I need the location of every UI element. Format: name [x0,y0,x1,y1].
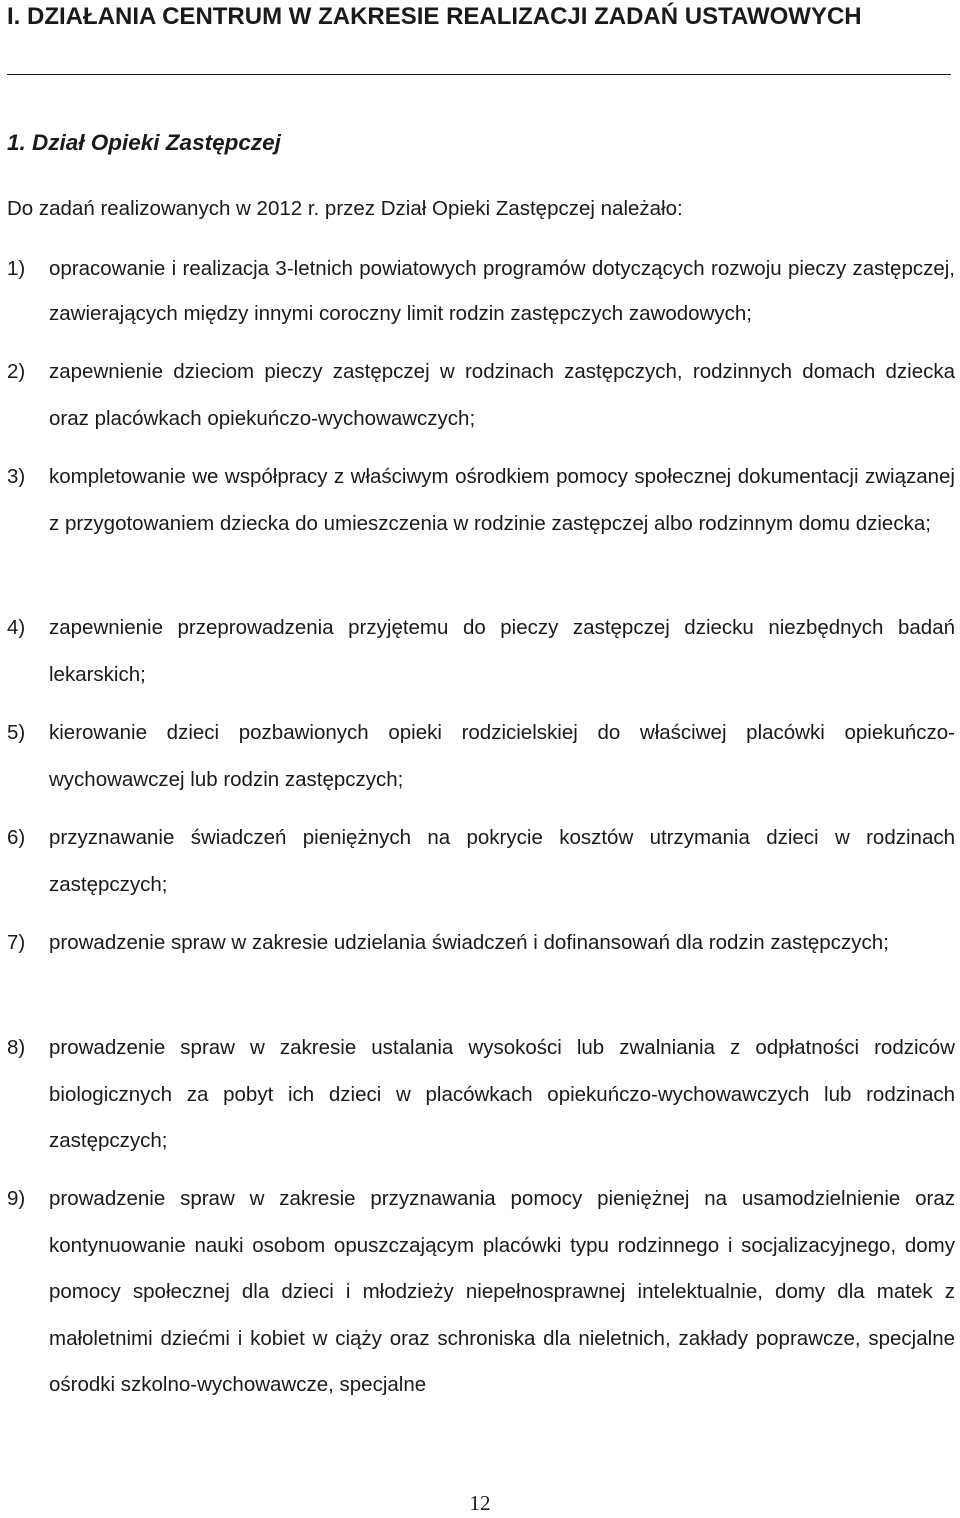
list-item-number: 7) [7,931,26,954]
list-item-text: zapewnienie dzieciom pieczy zastępczej w rodzinach zastępczych, rodzinnych domach dziecka oraz placówkach opiekuńczo-wychowawczych; [49,360,955,430]
list-item-number: 8) [7,1036,26,1059]
list-item-text: opracowanie i realizacja 3-letnich powiatowych programów dotyczących rozwoju pieczy zastępczej, zawierających między innymi coroczny limit rodzin zastępczych zawodowych; [49,257,955,325]
list-item-number: 5) [7,721,26,744]
list-item-text: prowadzenie spraw w zakresie przyznawania pomocy pieniężnej na usamodzielnienie oraz kontynuowanie nauki osobom opuszczającym placówki typu rodzinnego i socjalizacyjnego, domy pomocy społecznej dla dzieci i młodzieży niepełnosprawnej intelektualnie, domy dla matek z małoletnimi dziećmi i kobiet w ciąży oraz schroniska dla nieletnich, zakłady poprawcze, specjalne ośrodki szkolno-wychowawcze, specjalne [49,1187,955,1396]
list-item-text: przyznawanie świadczeń pieniężnych na pokrycie kosztów utrzymania dzieci w rodzinach zastępczych; [49,826,955,896]
list-item-text: kompletowanie we współpracy z właściwym ośrodkiem pomocy społecznej dokumentacji związanej z przygotowaniem dziecka do umieszczenia w rodzinie zastępczej albo rodzinnym domu dziecka; [49,465,955,535]
list-item-number: 1) [7,257,26,280]
page-number: 12 [469,1491,491,1515]
list-item-text: prowadzenie spraw w zakresie udzielania świadczeń i dofinansowań dla rodzin zastępczych; [49,931,889,954]
header-rule [7,74,951,75]
list-item-number: 3) [7,465,26,488]
list-item-number: 4) [7,616,26,639]
list-item-number: 2) [7,360,26,383]
intro-paragraph: Do zadań realizowanych w 2012 r. przez Dział Opieki Zastępczej należało: [7,197,683,220]
chapter-title: I. DZIAŁANIA CENTRUM W ZAKRESIE REALIZACJI ZADAŃ USTAWOWYCH [7,3,862,30]
list-item-text: zapewnienie przeprowadzenia przyjętemu do pieczy zastępczej dziecku niezbędnych badań lekarskich; [49,616,955,686]
list-item-number: 9) [7,1187,26,1210]
list-item-text: kierowanie dzieci pozbawionych opieki rodzicielskiej do właściwej placówki opiekuńczo-wychowawczej lub rodzin zastępczych; [49,721,955,791]
section-title: 1. Dział Opieki Zastępczej [7,130,281,155]
list-item-text: prowadzenie spraw w zakresie ustalania wysokości lub zwalniania z odpłatności rodziców biologicznych za pobyt ich dzieci w placówkach opiekuńczo-wychowawczych lub rodzinach zastępczych; [49,1036,955,1152]
list-item-number: 6) [7,826,26,849]
